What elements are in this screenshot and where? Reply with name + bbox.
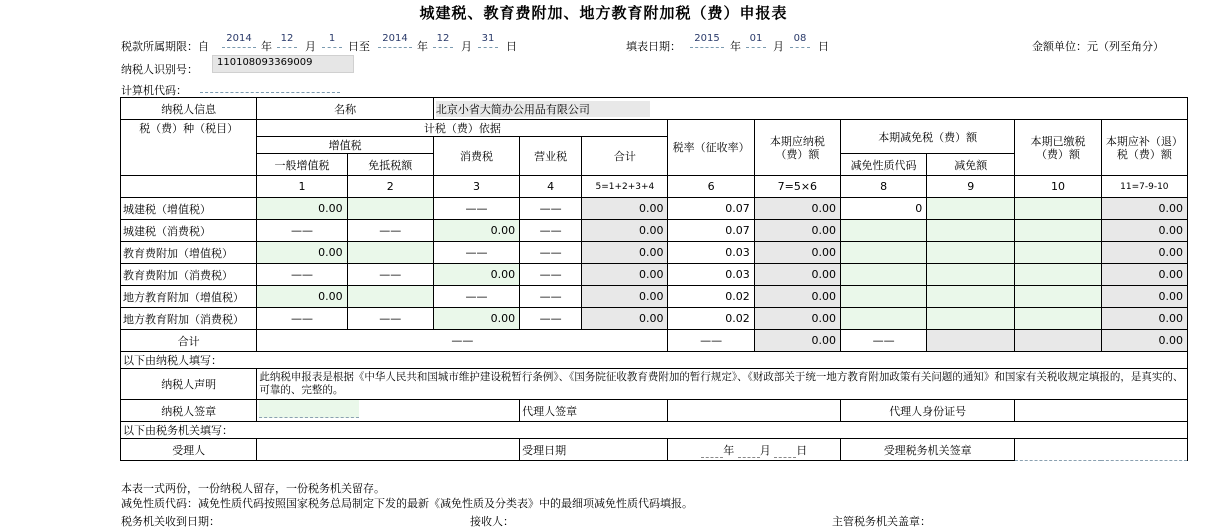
paid-input[interactable]: [1015, 242, 1101, 264]
agent-sign-input[interactable]: [668, 400, 840, 422]
row-name: 教育费附加（增值税）: [121, 242, 257, 264]
received-date-label: 税务机关收到日期：: [121, 515, 220, 528]
general-vat-header: 一般增值税: [257, 154, 347, 176]
payable-cell: 0.00: [754, 286, 840, 308]
year-unit: 年: [730, 40, 741, 53]
relief-amount-input[interactable]: [927, 308, 1015, 330]
rate-cell: 0.07: [668, 198, 754, 220]
receiver-footer-label: 接收人：: [470, 515, 514, 528]
consumption-tax-header: 消费税: [433, 137, 519, 176]
total-rate-cell: ——: [668, 330, 754, 352]
refund-cell: 0.00: [1101, 242, 1187, 264]
table-row: [121, 264, 1188, 286]
end-year-field[interactable]: 2014: [378, 33, 412, 48]
relief-code-input[interactable]: [840, 220, 926, 242]
fill-month-field[interactable]: 01: [746, 33, 766, 48]
general-vat-input[interactable]: 0.00: [257, 198, 347, 220]
office-sign-label: 受理税务机关签章: [840, 439, 1014, 461]
declaration-label: 纳税人声明: [121, 369, 257, 400]
agent-sign-label: 代理人签章: [520, 400, 668, 422]
payable-cell: 0.00: [754, 308, 840, 330]
start-day-field[interactable]: 1: [322, 33, 342, 48]
total-cell: 0.00: [582, 242, 668, 264]
receiver-label: 受理人: [121, 439, 257, 461]
fill-year-field[interactable]: 2015: [690, 33, 724, 48]
refund-cell: 0.00: [1101, 264, 1187, 286]
total-cell: 0.00: [582, 264, 668, 286]
table-row: [121, 308, 1188, 330]
business-tax-header: 营业税: [520, 137, 582, 176]
end-month-field[interactable]: 12: [433, 33, 453, 48]
tax-type-header: 税（费）种（税目）: [121, 120, 257, 176]
agent-id-label: 代理人身份证号: [840, 400, 1014, 422]
total-cell: 0.00: [582, 198, 668, 220]
business-tax-cell: ——: [520, 242, 582, 264]
row-name: 城建税（增值税）: [121, 198, 257, 220]
total-relief-code-cell: ——: [840, 330, 926, 352]
month-unit: 月: [759, 443, 771, 457]
taxpayer-id-field[interactable]: 110108093369009: [212, 55, 354, 73]
office-sign-input[interactable]: [1015, 439, 1188, 461]
total-row: [121, 330, 1188, 352]
relief-code-input[interactable]: [840, 242, 926, 264]
rate-cell: 0.03: [668, 264, 754, 286]
general-vat-cell: ——: [257, 264, 347, 286]
period-label: 税款所属期限：自: [121, 40, 209, 53]
col-num-blank: [121, 176, 257, 198]
day-to-label: 日至: [348, 40, 370, 53]
agent-id-input[interactable]: [1015, 400, 1188, 422]
receive-date-cell: [668, 439, 840, 461]
payable-cell: 0.00: [754, 264, 840, 286]
relief-amount-header: 减免额: [927, 154, 1015, 176]
consumption-tax-cell: ——: [433, 198, 519, 220]
rate-cell: 0.03: [668, 242, 754, 264]
taxpayer-id-label: 纳税人识别号：: [121, 63, 198, 76]
year-unit: 年: [723, 443, 735, 457]
exempt-credit-cell: ——: [347, 264, 433, 286]
footer-note-1: 本表一式两份，一份纳税人留存，一份税务机关留存。: [121, 482, 385, 495]
taxpayer-sign-cell: [257, 400, 520, 422]
fill-date-label: 填表日期：: [626, 40, 681, 53]
office-seal-label: 主管税务机关盖章：: [832, 515, 931, 528]
relief-amount-input[interactable]: [927, 198, 1015, 220]
col-num: 8: [840, 176, 926, 198]
paid-input[interactable]: [1015, 286, 1101, 308]
payable-header: 本期应纳税（费）额: [754, 120, 840, 176]
refund-cell: 0.00: [1101, 308, 1187, 330]
consumption-tax-input[interactable]: 0.00: [433, 220, 519, 242]
year-unit: 年: [417, 40, 428, 53]
general-vat-cell: ——: [257, 220, 347, 242]
total-payable-cell: 0.00: [754, 330, 840, 352]
end-day-field[interactable]: 31: [478, 33, 498, 48]
refund-cell: 0.00: [1101, 286, 1187, 308]
receive-day-input[interactable]: [774, 444, 796, 458]
col-num: 1: [257, 176, 347, 198]
rate-cell: 0.07: [668, 220, 754, 242]
relief-code-input[interactable]: [840, 264, 926, 286]
total-cell: 0.00: [582, 286, 668, 308]
col-num: 5=1+2+3+4: [582, 176, 668, 198]
exempt-credit-input[interactable]: [347, 286, 433, 308]
taxpayer-info-label: 纳税人信息: [121, 98, 257, 120]
payable-cell: 0.00: [754, 242, 840, 264]
declaration-table: [120, 97, 1188, 461]
general-vat-input[interactable]: 0.00: [257, 242, 347, 264]
table-row: [121, 242, 1188, 264]
taxpayer-sign-label: 纳税人签章: [121, 400, 257, 422]
col-num: 6: [668, 176, 754, 198]
payable-cell: 0.00: [754, 220, 840, 242]
refund-cell: 0.00: [1101, 198, 1187, 220]
table-row: [121, 220, 1188, 242]
receive-date-label: 受理日期: [520, 439, 668, 461]
relief-amount-input[interactable]: [927, 220, 1015, 242]
month-unit: 月: [461, 40, 472, 53]
paid-input[interactable]: [1015, 264, 1101, 286]
payable-cell: 0.00: [754, 198, 840, 220]
year-unit: 年: [261, 40, 272, 53]
refund-header: 本期应补（退）税（费）额: [1101, 120, 1187, 176]
exempt-credit-input[interactable]: [347, 198, 433, 220]
business-tax-cell: ——: [520, 264, 582, 286]
row-name: 地方教育附加（消费税）: [121, 308, 257, 330]
total-row-label: 合计: [121, 330, 257, 352]
col-num: 7=5×6: [754, 176, 840, 198]
month-unit: 月: [773, 40, 784, 53]
day-unit: 日: [506, 40, 517, 53]
relief-code-input[interactable]: 0: [840, 198, 926, 220]
col-num: 11=7-9-10: [1101, 176, 1187, 198]
relief-amount-input[interactable]: [927, 242, 1015, 264]
rate-cell: 0.02: [668, 308, 754, 330]
day-unit: 日: [796, 443, 808, 457]
total-header: 合计: [582, 137, 668, 176]
col-num: 10: [1015, 176, 1101, 198]
paid-input[interactable]: [1015, 308, 1101, 330]
relief-code-input[interactable]: [840, 308, 926, 330]
declaration-text: 此纳税申报表是根据《中华人民共和国城市维护建设税暂行条例》、《国务院征收教育费附加的暂行规定》、《财政部关于统一地方教育附加政策有关问题的通知》和国家有关税收规定填报的，是真实的、可靠的、完整的。: [257, 369, 1188, 400]
receive-year-input[interactable]: [701, 444, 723, 458]
taxpayer-fill-label: 以下由纳税人填写：: [121, 352, 1188, 369]
total-relief-amount-cell: [927, 330, 1015, 352]
receiver-cell: [257, 439, 520, 461]
row-name: 城建税（消费税）: [121, 220, 257, 242]
relief-code-input[interactable]: [840, 286, 926, 308]
day-unit: 日: [818, 40, 829, 53]
col-num: 2: [347, 176, 433, 198]
vat-header: 增值税: [257, 137, 433, 154]
paid-input[interactable]: [1015, 220, 1101, 242]
business-tax-cell: ——: [520, 308, 582, 330]
rate-cell: 0.02: [668, 286, 754, 308]
col-num: 3: [433, 176, 519, 198]
company-name: 北京小省大简办公用品有限公司: [436, 101, 650, 117]
total-cell: 0.00: [582, 308, 668, 330]
computer-code-field[interactable]: [200, 78, 340, 93]
footer-note-2: 减免性质代码：减免性质代码按照国家税务总局制定下发的最新《减免性质及分类表》中的最细项减免性质代码填报。: [121, 497, 693, 510]
paid-input[interactable]: [1015, 198, 1101, 220]
month-unit: 月: [305, 40, 316, 53]
table-row: [121, 198, 1188, 220]
consumption-tax-input[interactable]: 0.00: [433, 264, 519, 286]
start-month-field[interactable]: 12: [277, 33, 297, 48]
tax-office-fill-label: 以下由税务机关填写：: [121, 422, 1188, 439]
col-num: 4: [520, 176, 582, 198]
consumption-tax-cell: ——: [433, 242, 519, 264]
col-num: 9: [927, 176, 1015, 198]
business-tax-cell: ——: [520, 198, 582, 220]
table-row: [121, 286, 1188, 308]
taxpayer-sign-input[interactable]: [259, 400, 359, 418]
basis-header: 计税（费）依据: [257, 120, 668, 137]
business-tax-cell: ——: [520, 220, 582, 242]
receive-month-input[interactable]: [738, 444, 760, 458]
rate-header: 税率（征收率）: [668, 120, 754, 176]
fill-day-field[interactable]: 08: [790, 33, 810, 48]
relief-amount-input[interactable]: [927, 286, 1015, 308]
computer-code-label: 计算机代码：: [121, 84, 187, 97]
exempt-credit-cell: ——: [347, 220, 433, 242]
name-label: 名称: [257, 98, 433, 120]
relief-code-header: 减免性质代码: [840, 154, 926, 176]
company-name-cell[interactable]: [433, 98, 1187, 120]
exempt-credit-cell: ——: [347, 308, 433, 330]
relief-amount-input[interactable]: [927, 264, 1015, 286]
consumption-tax-cell: ——: [433, 286, 519, 308]
exempt-credit-header: 免抵税额: [347, 154, 433, 176]
amount-unit: 金额单位：元（列至角分）: [1032, 40, 1164, 53]
row-name: 地方教育附加（增值税）: [121, 286, 257, 308]
refund-cell: 0.00: [1101, 220, 1187, 242]
row-name: 教育费附加（消费税）: [121, 264, 257, 286]
total-basis-cell: ——: [257, 330, 668, 352]
general-vat-cell: ——: [257, 308, 347, 330]
form-title: 城建税、教育费附加、地方教育附加税（费）申报表: [419, 4, 788, 22]
consumption-tax-input[interactable]: 0.00: [433, 308, 519, 330]
total-refund-cell: 0.00: [1101, 330, 1187, 352]
paid-header: 本期已缴税（费）额: [1015, 120, 1101, 176]
total-cell: 0.00: [582, 220, 668, 242]
general-vat-input[interactable]: 0.00: [257, 286, 347, 308]
relief-header: 本期减免税（费）额: [840, 120, 1014, 154]
start-year-field[interactable]: 2014: [222, 33, 256, 48]
exempt-credit-input[interactable]: [347, 242, 433, 264]
total-paid-cell: [1015, 330, 1101, 352]
business-tax-cell: ——: [520, 286, 582, 308]
